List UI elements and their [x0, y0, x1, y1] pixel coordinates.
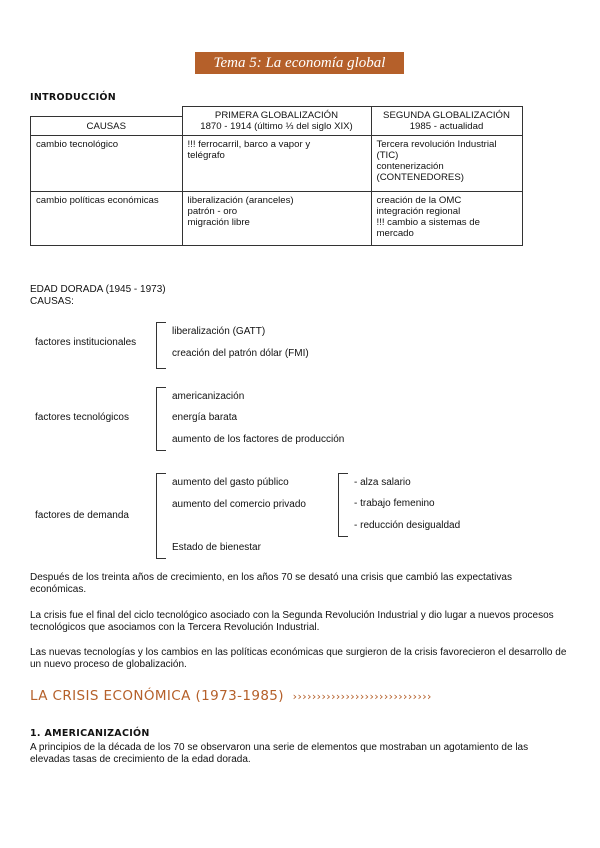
crisis-heading-text: LA CRISIS ECONÓMICA (1973-1985) [30, 688, 284, 704]
section-number: 1 [30, 728, 37, 739]
table-row [31, 136, 523, 192]
row2-label: cambio políticas económicas [31, 192, 183, 246]
edad-dorada-title: EDAD DORADA (1945 - 1973) [30, 284, 166, 295]
bracket [156, 387, 166, 451]
col2-sub: 1985 - actualidad [409, 121, 484, 132]
cell-line: integración regional [376, 206, 461, 217]
list-item: creación del patrón dólar (FMI) [172, 348, 309, 359]
cell-line: creación de la OMC [376, 195, 462, 206]
table-row [31, 192, 523, 246]
row2-col2 [371, 192, 522, 246]
bracket [156, 473, 166, 559]
list-item: aumento de los factores de producción [172, 434, 345, 445]
cell-line: (TIC) [376, 150, 399, 161]
list-item: Estado de bienestar [172, 542, 261, 553]
factor-institucionales-label: factores institucionales [35, 337, 137, 348]
cell-line: migración libre [187, 217, 250, 228]
row1-label: cambio tecnológico [31, 136, 183, 192]
cell-line: liberalización (aranceles) [187, 195, 294, 206]
col2-header: SEGUNDA GLOBALIZACIÓN [383, 110, 510, 121]
col1-header: PRIMERA GLOBALIZACIÓN [214, 110, 339, 121]
bracket [156, 322, 166, 369]
causas-label: CAUSAS [31, 117, 183, 136]
page-title: Tema 5: La economía global [195, 52, 404, 74]
edad-causas-label: CAUSAS: [30, 296, 74, 307]
col2-header-cell [371, 107, 522, 136]
row1-col2 [371, 136, 522, 192]
intro-heading: INTRODUCCIÓN [30, 92, 117, 103]
col1-sub: 1870 - 1914 (último ⅓ del siglo XIX) [200, 121, 353, 132]
list-item: energía barata [172, 412, 238, 423]
cell-line: !!! ferrocarril, barco a vapor y [187, 139, 311, 150]
cell-line: telégrafo [187, 150, 225, 161]
cell-line: mercado [376, 228, 414, 239]
factor-demanda-label: factores de demanda [35, 510, 129, 521]
crisis-heading-arrows: ››››››››››››››››››››››››››››› [292, 690, 432, 703]
col1-header-cell [182, 107, 371, 136]
list-item: - reducción desigualdad [354, 520, 461, 531]
bracket [338, 473, 348, 537]
list-item: liberalización (GATT) [172, 326, 266, 337]
cell-line: contenerización [376, 161, 444, 172]
globalization-table [30, 106, 523, 246]
cell-line: (CONTENEDORES) [376, 172, 464, 183]
list-item: - trabajo femenino [354, 498, 435, 509]
paragraph: La crisis fue el final del ciclo tecnológico asociado con la Segunda Revolución Industrial y dio lugar a nuevos procesos tecnológicos que asociamos con la Tercera Revolución Industrial. [30, 610, 554, 633]
list-item: americanización [172, 391, 245, 402]
paragraph: Las nuevas tecnologías y los cambios en las políticas económicas que surgieron de la crisis favorecieron el desarrollo de un nuevo proceso de globalización. [30, 647, 567, 670]
row1-col1 [182, 136, 371, 192]
list-item: aumento del comercio privado [172, 499, 306, 510]
section-heading: 1. AMERICANIZACIÓN [30, 728, 150, 739]
crisis-heading [30, 688, 432, 704]
cell-line: patrón - oro [187, 206, 238, 217]
row2-col1 [182, 192, 371, 246]
list-item: - alza salario [354, 477, 411, 488]
cell-line: !!! cambio a sistemas de [376, 217, 480, 228]
section-paragraph: A principios de la década de los 70 se observaron una serie de elementos que mostraban un agotamiento de las elevadas tasas de crecimiento de la edad dorada. [30, 742, 529, 765]
list-item: aumento del gasto público [172, 477, 289, 488]
paragraph: Después de los treinta años de crecimiento, en los años 70 se desató una crisis que cambió las expectativas económicas. [30, 572, 512, 595]
cell-line: Tercera revolución Industrial [376, 139, 497, 150]
factor-tecnologicos-label: factores tecnológicos [35, 412, 129, 423]
section-title: AMERICANIZACIÓN [44, 728, 150, 739]
